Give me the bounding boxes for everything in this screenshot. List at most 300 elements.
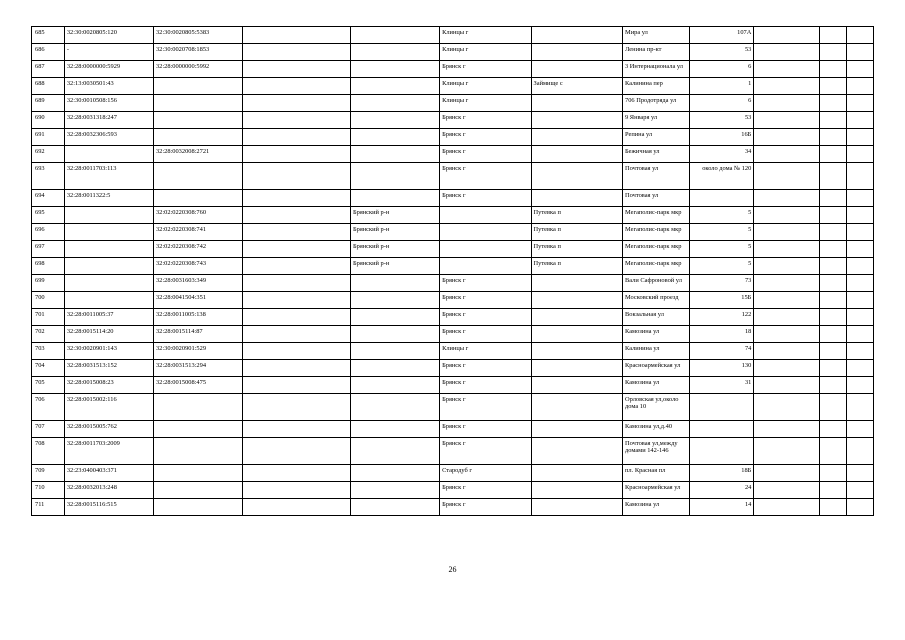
house-number-cell: 73 xyxy=(689,275,753,292)
cadastral-number-cell xyxy=(64,241,153,258)
empty-cell xyxy=(819,27,846,44)
row-number: 699 xyxy=(32,275,65,292)
row-number: 707 xyxy=(32,421,65,438)
settlement-cell xyxy=(531,499,622,516)
settlement-cell xyxy=(531,27,622,44)
row-number: 704 xyxy=(32,360,65,377)
street-cell: 9 Января ул xyxy=(623,112,690,129)
street-cell: Репина ул xyxy=(623,129,690,146)
settlement-cell xyxy=(531,44,622,61)
empty-cell xyxy=(754,224,820,241)
district-cell xyxy=(350,421,439,438)
empty-cell xyxy=(846,292,873,309)
empty-cell xyxy=(754,95,820,112)
district-cell: Брянский р-н xyxy=(350,224,439,241)
empty-cell xyxy=(243,61,351,78)
row-number: 697 xyxy=(32,241,65,258)
house-number-cell: 5 xyxy=(689,224,753,241)
object-cadastral-number-cell: 32:02:0220308:741 xyxy=(153,224,242,241)
house-number-cell: 14 xyxy=(689,499,753,516)
house-number-cell: 74 xyxy=(689,343,753,360)
table-row xyxy=(32,292,874,309)
row-number: 708 xyxy=(32,438,65,465)
settlement-cell xyxy=(531,360,622,377)
empty-cell xyxy=(754,163,820,190)
empty-cell xyxy=(819,146,846,163)
row-number: 703 xyxy=(32,343,65,360)
empty-cell xyxy=(819,499,846,516)
settlement-cell xyxy=(531,421,622,438)
empty-cell xyxy=(846,129,873,146)
empty-cell xyxy=(819,224,846,241)
street-cell: Мегаполис-парк мкр xyxy=(623,224,690,241)
cadastral-number-cell: 32:23:0400403:371 xyxy=(64,465,153,482)
empty-cell xyxy=(243,190,351,207)
empty-cell xyxy=(243,343,351,360)
table-row xyxy=(32,499,874,516)
street-cell: Орловская ул,около дома 10 xyxy=(623,394,690,421)
object-cadastral-number-cell: 32:30:0020901:529 xyxy=(153,343,242,360)
table-row xyxy=(32,129,874,146)
street-cell: Мира ул xyxy=(623,27,690,44)
city-cell: Брянск г xyxy=(440,61,531,78)
empty-cell xyxy=(243,482,351,499)
street-cell: Красноармейская ул xyxy=(623,360,690,377)
table-row xyxy=(32,112,874,129)
empty-cell xyxy=(846,241,873,258)
empty-cell xyxy=(754,292,820,309)
city-cell: Брянск г xyxy=(440,146,531,163)
district-cell: Брянский р-н xyxy=(350,207,439,224)
empty-cell xyxy=(819,394,846,421)
empty-cell xyxy=(846,438,873,465)
empty-cell xyxy=(243,465,351,482)
settlement-cell xyxy=(531,129,622,146)
house-number-cell: 1 xyxy=(689,78,753,95)
district-cell xyxy=(350,326,439,343)
empty-cell xyxy=(243,146,351,163)
empty-cell xyxy=(819,129,846,146)
table-row xyxy=(32,61,874,78)
cadastral-number-cell xyxy=(64,207,153,224)
empty-cell xyxy=(754,112,820,129)
settlement-cell xyxy=(531,465,622,482)
house-number-cell: 6 xyxy=(689,95,753,112)
table-row xyxy=(32,207,874,224)
register-table xyxy=(31,26,874,516)
empty-cell xyxy=(819,44,846,61)
district-cell xyxy=(350,27,439,44)
house-number-cell xyxy=(689,438,753,465)
street-cell: Камозина ул xyxy=(623,377,690,394)
settlement-cell xyxy=(531,309,622,326)
empty-cell xyxy=(819,438,846,465)
empty-cell xyxy=(846,78,873,95)
house-number-cell: 18 xyxy=(689,326,753,343)
empty-cell xyxy=(754,78,820,95)
empty-cell xyxy=(846,207,873,224)
district-cell xyxy=(350,163,439,190)
empty-cell xyxy=(846,499,873,516)
district-cell xyxy=(350,482,439,499)
table-row xyxy=(32,78,874,95)
empty-cell xyxy=(754,275,820,292)
city-cell: Брянск г xyxy=(440,438,531,465)
street-cell: Мегаполис-парк мкр xyxy=(623,207,690,224)
district-cell xyxy=(350,190,439,207)
empty-cell xyxy=(243,258,351,275)
page-number: 26 xyxy=(448,565,457,574)
cadastral-number-cell: 32:30:0020805:120 xyxy=(64,27,153,44)
empty-cell xyxy=(243,377,351,394)
empty-cell xyxy=(754,207,820,224)
cadastral-number-cell: 32:13:0030501:43 xyxy=(64,78,153,95)
city-cell: Брянск г xyxy=(440,275,531,292)
table-row xyxy=(32,44,874,61)
register-sheet xyxy=(31,26,874,516)
cadastral-number-cell xyxy=(64,146,153,163)
settlement-cell xyxy=(531,438,622,465)
empty-cell xyxy=(754,377,820,394)
object-cadastral-number-cell xyxy=(153,190,242,207)
street-cell: Мегаполис-парк мкр xyxy=(623,241,690,258)
table-row xyxy=(32,360,874,377)
city-cell: Брянск г xyxy=(440,482,531,499)
empty-cell xyxy=(243,438,351,465)
house-number-cell: 122 xyxy=(689,309,753,326)
empty-cell xyxy=(243,499,351,516)
city-cell xyxy=(440,207,531,224)
table-row xyxy=(32,241,874,258)
object-cadastral-number-cell: 32:28:0032008:2721 xyxy=(153,146,242,163)
settlement-cell xyxy=(531,292,622,309)
house-number-cell: 6 xyxy=(689,61,753,78)
settlement-cell: Путевка п xyxy=(531,224,622,241)
district-cell xyxy=(350,112,439,129)
district-cell: Брянский р-н xyxy=(350,241,439,258)
row-number: 700 xyxy=(32,292,65,309)
empty-cell xyxy=(243,224,351,241)
cadastral-number-cell: 32:28:0032306:593 xyxy=(64,129,153,146)
table-row xyxy=(32,482,874,499)
house-number-cell: 16Б xyxy=(689,129,753,146)
object-cadastral-number-cell xyxy=(153,112,242,129)
empty-cell xyxy=(754,61,820,78)
row-number: 702 xyxy=(32,326,65,343)
empty-cell xyxy=(819,207,846,224)
table-row xyxy=(32,224,874,241)
settlement-cell xyxy=(531,343,622,360)
empty-cell xyxy=(754,499,820,516)
row-number: 694 xyxy=(32,190,65,207)
district-cell xyxy=(350,499,439,516)
cadastral-number-cell: 32:28:0031318:247 xyxy=(64,112,153,129)
table-row xyxy=(32,163,874,190)
city-cell: Брянск г xyxy=(440,499,531,516)
row-number: 706 xyxy=(32,394,65,421)
row-number: 698 xyxy=(32,258,65,275)
empty-cell xyxy=(819,275,846,292)
district-cell xyxy=(350,377,439,394)
cadastral-number-cell: 32:28:0011703:2009 xyxy=(64,438,153,465)
empty-cell xyxy=(846,275,873,292)
empty-cell xyxy=(846,190,873,207)
house-number-cell: 24 xyxy=(689,482,753,499)
row-number: 709 xyxy=(32,465,65,482)
city-cell: Брянск г xyxy=(440,112,531,129)
city-cell: Клинцы г xyxy=(440,78,531,95)
object-cadastral-number-cell: 32:02:0220308:760 xyxy=(153,207,242,224)
table-row xyxy=(32,146,874,163)
street-cell: Почтовая ул xyxy=(623,190,690,207)
empty-cell xyxy=(243,129,351,146)
object-cadastral-number-cell: 32:28:0015008:475 xyxy=(153,377,242,394)
row-number: 701 xyxy=(32,309,65,326)
district-cell xyxy=(350,360,439,377)
district-cell xyxy=(350,394,439,421)
settlement-cell: Путевка п xyxy=(531,207,622,224)
cadastral-number-cell: 32:30:0020901:143 xyxy=(64,343,153,360)
street-cell: Ленина пр-кт xyxy=(623,44,690,61)
district-cell xyxy=(350,44,439,61)
empty-cell xyxy=(754,129,820,146)
empty-cell xyxy=(819,95,846,112)
city-cell: Брянск г xyxy=(440,309,531,326)
empty-cell xyxy=(243,292,351,309)
empty-cell xyxy=(754,146,820,163)
cadastral-number-cell: 32:28:0015116:515 xyxy=(64,499,153,516)
table-row xyxy=(32,309,874,326)
object-cadastral-number-cell xyxy=(153,465,242,482)
object-cadastral-number-cell: 32:28:0015114:87 xyxy=(153,326,242,343)
city-cell: Брянск г xyxy=(440,163,531,190)
cadastral-number-cell xyxy=(64,292,153,309)
empty-cell xyxy=(819,78,846,95)
empty-cell xyxy=(819,112,846,129)
settlement-cell xyxy=(531,394,622,421)
house-number-cell: 53 xyxy=(689,112,753,129)
district-cell xyxy=(350,275,439,292)
city-cell xyxy=(440,258,531,275)
table-row xyxy=(32,190,874,207)
cadastral-number-cell: 32:28:0000000:5929 xyxy=(64,61,153,78)
object-cadastral-number-cell: 32:30:0020708:1853 xyxy=(153,44,242,61)
city-cell: Брянск г xyxy=(440,326,531,343)
settlement-cell xyxy=(531,95,622,112)
empty-cell xyxy=(754,343,820,360)
empty-cell xyxy=(819,482,846,499)
object-cadastral-number-cell: 32:02:0220308:742 xyxy=(153,241,242,258)
district-cell xyxy=(350,343,439,360)
district-cell xyxy=(350,438,439,465)
table-row xyxy=(32,394,874,421)
object-cadastral-number-cell xyxy=(153,129,242,146)
empty-cell xyxy=(243,241,351,258)
district-cell xyxy=(350,61,439,78)
street-cell: Бежичная ул xyxy=(623,146,690,163)
table-row xyxy=(32,438,874,465)
district-cell xyxy=(350,309,439,326)
settlement-cell xyxy=(531,112,622,129)
city-cell: Клинцы г xyxy=(440,27,531,44)
row-number: 690 xyxy=(32,112,65,129)
street-cell: Вали Сафроновой ул xyxy=(623,275,690,292)
cadastral-number-cell: 32:28:0031513:152 xyxy=(64,360,153,377)
house-number-cell xyxy=(689,190,753,207)
object-cadastral-number-cell: 32:02:0220308:743 xyxy=(153,258,242,275)
empty-cell xyxy=(846,343,873,360)
house-number-cell: около дома № 120 xyxy=(689,163,753,190)
empty-cell xyxy=(819,241,846,258)
empty-cell xyxy=(754,394,820,421)
empty-cell xyxy=(243,78,351,95)
empty-cell xyxy=(243,309,351,326)
city-cell: Брянск г xyxy=(440,129,531,146)
city-cell: Брянск г xyxy=(440,377,531,394)
object-cadastral-number-cell xyxy=(153,421,242,438)
cadastral-number-cell xyxy=(64,258,153,275)
table-row xyxy=(32,27,874,44)
empty-cell xyxy=(846,224,873,241)
empty-cell xyxy=(846,163,873,190)
house-number-cell: 5 xyxy=(689,241,753,258)
settlement-cell: Путевка п xyxy=(531,258,622,275)
district-cell xyxy=(350,292,439,309)
street-cell: 3 Интернационала ул xyxy=(623,61,690,78)
cadastral-number-cell: 32:28:0011005:37 xyxy=(64,309,153,326)
house-number-cell xyxy=(689,394,753,421)
street-cell: Камозина ул,д.40 xyxy=(623,421,690,438)
object-cadastral-number-cell: 32:28:0031513:294 xyxy=(153,360,242,377)
city-cell: Брянск г xyxy=(440,421,531,438)
settlement-cell xyxy=(531,61,622,78)
cadastral-number-cell xyxy=(64,275,153,292)
empty-cell xyxy=(754,438,820,465)
empty-cell xyxy=(846,421,873,438)
cadastral-number-cell: 32:28:0015005:762 xyxy=(64,421,153,438)
cadastral-number-cell: 32:28:0011322:5 xyxy=(64,190,153,207)
object-cadastral-number-cell xyxy=(153,394,242,421)
object-cadastral-number-cell xyxy=(153,438,242,465)
empty-cell xyxy=(754,326,820,343)
district-cell xyxy=(350,129,439,146)
empty-cell xyxy=(754,258,820,275)
empty-cell xyxy=(819,343,846,360)
empty-cell xyxy=(846,360,873,377)
city-cell: Клинцы г xyxy=(440,343,531,360)
house-number-cell: 107А xyxy=(689,27,753,44)
district-cell: Брянский р-н xyxy=(350,258,439,275)
empty-cell xyxy=(846,394,873,421)
house-number-cell xyxy=(689,421,753,438)
settlement-cell xyxy=(531,326,622,343)
empty-cell xyxy=(846,95,873,112)
house-number-cell: 5 xyxy=(689,258,753,275)
settlement-cell: Путевка п xyxy=(531,241,622,258)
empty-cell xyxy=(819,61,846,78)
empty-cell xyxy=(819,421,846,438)
empty-cell xyxy=(243,394,351,421)
cadastral-number-cell: 32:28:0015114:20 xyxy=(64,326,153,343)
object-cadastral-number-cell: 32:30:0020805:5383 xyxy=(153,27,242,44)
district-cell xyxy=(350,146,439,163)
house-number-cell: 18Б xyxy=(689,465,753,482)
empty-cell xyxy=(754,465,820,482)
city-cell: Брянск г xyxy=(440,292,531,309)
street-cell: Почтовая ул,между домами 142-146 xyxy=(623,438,690,465)
empty-cell xyxy=(846,377,873,394)
row-number: 692 xyxy=(32,146,65,163)
settlement-cell xyxy=(531,146,622,163)
empty-cell xyxy=(754,44,820,61)
object-cadastral-number-cell xyxy=(153,95,242,112)
city-cell: Клинцы г xyxy=(440,95,531,112)
settlement-cell xyxy=(531,482,622,499)
city-cell: Брянск г xyxy=(440,190,531,207)
city-cell xyxy=(440,224,531,241)
row-number: 687 xyxy=(32,61,65,78)
empty-cell xyxy=(243,421,351,438)
row-number: 695 xyxy=(32,207,65,224)
settlement-cell xyxy=(531,190,622,207)
empty-cell xyxy=(819,258,846,275)
house-number-cell: 5 xyxy=(689,207,753,224)
object-cadastral-number-cell xyxy=(153,78,242,95)
row-number: 711 xyxy=(32,499,65,516)
row-number: 686 xyxy=(32,44,65,61)
cadastral-number-cell: - xyxy=(64,44,153,61)
street-cell: пл. Красная пл xyxy=(623,465,690,482)
register-rows xyxy=(32,27,874,516)
empty-cell xyxy=(754,421,820,438)
row-number: 689 xyxy=(32,95,65,112)
street-cell: Красноармейская ул xyxy=(623,482,690,499)
empty-cell xyxy=(846,61,873,78)
table-row xyxy=(32,326,874,343)
city-cell xyxy=(440,241,531,258)
object-cadastral-number-cell xyxy=(153,163,242,190)
row-number: 696 xyxy=(32,224,65,241)
street-cell: Камозина ул xyxy=(623,326,690,343)
empty-cell xyxy=(846,309,873,326)
row-number: 710 xyxy=(32,482,65,499)
street-cell: Мегаполис-парк мкр xyxy=(623,258,690,275)
street-cell: Почтовая ул xyxy=(623,163,690,190)
table-row xyxy=(32,465,874,482)
empty-cell xyxy=(243,163,351,190)
table-row xyxy=(32,258,874,275)
district-cell xyxy=(350,95,439,112)
empty-cell xyxy=(243,95,351,112)
district-cell xyxy=(350,78,439,95)
cadastral-number-cell: 32:30:0010508:156 xyxy=(64,95,153,112)
settlement-cell xyxy=(531,275,622,292)
row-number: 688 xyxy=(32,78,65,95)
empty-cell xyxy=(819,465,846,482)
empty-cell xyxy=(754,27,820,44)
table-row xyxy=(32,95,874,112)
empty-cell xyxy=(754,190,820,207)
city-cell: Стародуб г xyxy=(440,465,531,482)
district-cell xyxy=(350,465,439,482)
cadastral-number-cell xyxy=(64,224,153,241)
object-cadastral-number-cell: 32:28:0031603:349 xyxy=(153,275,242,292)
empty-cell xyxy=(819,190,846,207)
table-row xyxy=(32,377,874,394)
settlement-cell xyxy=(531,163,622,190)
empty-cell xyxy=(819,326,846,343)
row-number: 705 xyxy=(32,377,65,394)
